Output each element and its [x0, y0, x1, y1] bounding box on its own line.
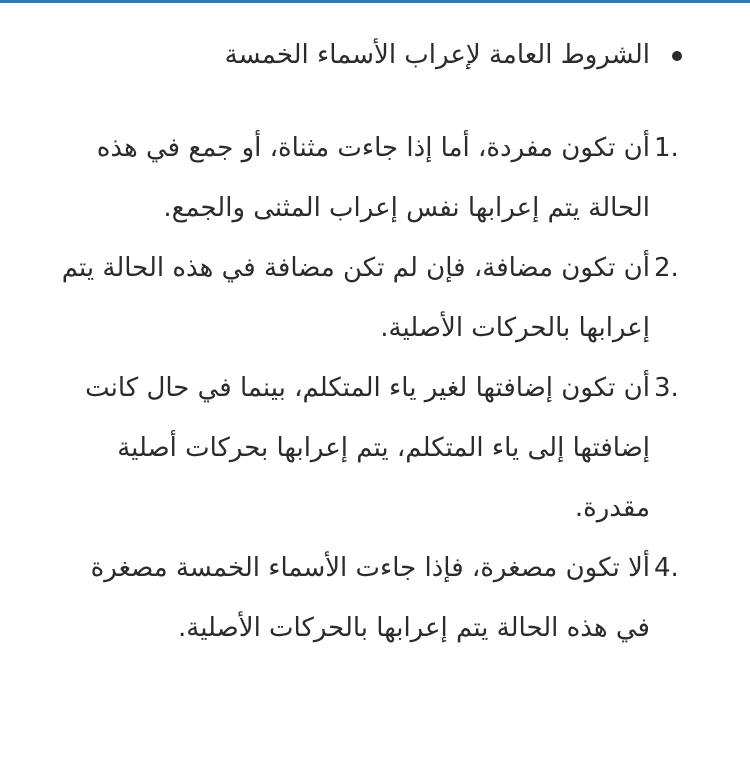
list-item-number: 3.: [654, 373, 679, 403]
list-item-text: أن تكون مفردة، أما إذا جاءت مثناة، أو جمع في هذه الحالة يتم إعرابها نفس إعراب المثنى والجمع.: [96, 133, 650, 223]
conditions-list: [50, 118, 679, 658]
list-item-text: أن تكون مضافة، فإن لم تكن مضافة في هذه الحالة يتم إعرابها بالحركات الأصلية.: [61, 253, 650, 343]
list-item-text: ألا تكون مصغرة، فإذا جاءت الأسماء الخمسة مصغرة في هذه الحالة يتم إعرابها بالحركات الأصلية.: [90, 553, 650, 643]
list-item-number: 4.: [654, 553, 679, 583]
list-item-number: 2.: [654, 253, 679, 283]
section-heading: الشروط العامة لإعراب الأسماء الخمسة: [224, 40, 650, 70]
heading-bullet-list: [50, 32, 650, 78]
list-item-text: أن تكون إضافتها لغير ياء المتكلم، بينما في حال كانت إضافتها إلى ياء المتكلم، يتم إعرابها بحركات أصلية مقدرة.: [85, 373, 650, 523]
list-item: [50, 358, 679, 538]
heading-list-item: [50, 32, 650, 78]
list-item: [50, 538, 679, 658]
top-accent-bar: [0, 0, 750, 3]
list-item: [50, 238, 679, 358]
list-item: [50, 118, 679, 238]
bullet-icon: [672, 51, 682, 61]
list-item-number: 1.: [654, 133, 679, 163]
